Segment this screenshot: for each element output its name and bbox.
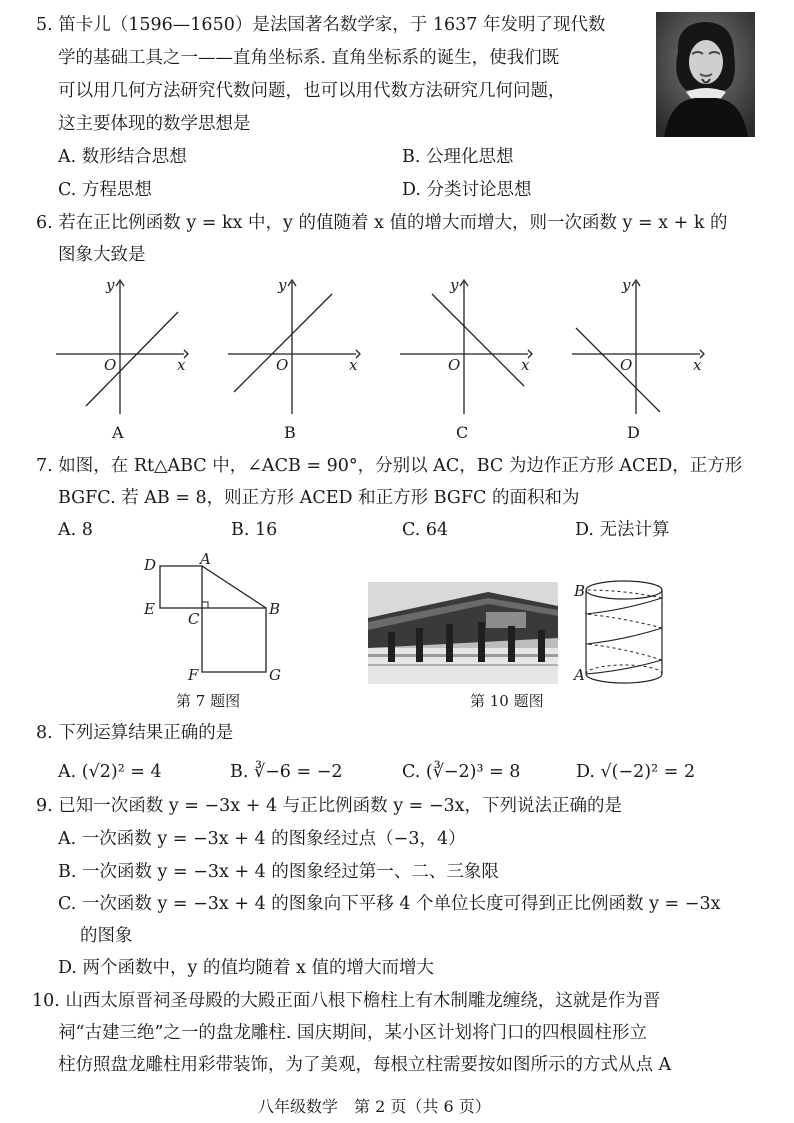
cylinder-point-b: B [574,582,586,600]
q9-option-b: B. 一次函数 y = −3x + 4 的图象经过第一、二、三象限 [58,862,499,882]
q9-stem: 9. 已知一次函数 y = −3x + 4 与正比例函数 y = −3x，下列说法正确的是 [36,796,623,816]
q10-line-2: 祠“古建三绝”之一的盘龙雕柱. 国庆期间，某小区计划将门口的四根圆柱形立 [58,1023,648,1043]
q6-line-1: 6. 若在正比例函数 y = kx 中，y 的值随着 x 值的增大而增大，则一次函数 y = x + k 的 [36,213,728,233]
q9-option-a: A. 一次函数 y = −3x + 4 的图象经过点（−3，4） [58,829,466,849]
q7-point-e: E [144,600,155,618]
graph-b-label: B [284,423,296,442]
q7-point-a: A [200,552,211,568]
q7-point-d: D [144,556,157,574]
q7-option-b: B. 16 [231,520,278,540]
graph-d-x-label: x [693,356,702,374]
q8-option-c: C. (∛−2)³ = 8 [402,762,521,782]
graph-c-label: C [456,423,469,442]
q7-line-2: BGFC. 若 AB = 8，则正方形 ACED 和正方形 BGFC 的面积和为 [58,488,580,508]
q10-line-3: 柱仿照盘龙雕柱用彩带装饰，为了美观，每根立柱需要按如图所示的方式从点 A [58,1055,672,1075]
q9-option-c-cont: 的图象 [80,926,133,946]
q7-caption: 第 7 题图 [176,692,241,710]
graph-c [396,276,536,416]
graph-c-origin: O [448,356,461,374]
graph-c-y-label: y [450,276,459,294]
q7-option-c: C. 64 [402,520,449,540]
graph-d-label: D [627,423,640,442]
q9-option-c: C. 一次函数 y = −3x + 4 的图象向下平移 4 个单位长度可得到正比例函数 y = −3x [58,894,721,914]
q5-line-4: 这主要体现的数学思想是 [58,114,251,134]
q8-option-d: D. √(−2)² = 2 [576,762,696,782]
q5-line-2: 学的基础工具之一——直角坐标系. 直角坐标系的诞生，使我们既 [58,48,560,68]
q10-line-1: 10. 山西太原晋祠圣母殿的大殿正面八根下檐柱上有木制雕龙缠绕，这就是作为晋 [32,991,661,1011]
q7-figure [138,552,288,684]
q7-point-b: B [269,600,281,618]
graph-d-origin: O [620,356,633,374]
graph-d [568,276,708,416]
q5-option-a: A. 数形结合思想 [58,147,187,167]
q5-option-c: C. 方程思想 [58,180,152,200]
q5-line-1: 5. 笛卡儿（1596—1650）是法国著名数学家，于 1637 年发明了现代数 [36,15,606,35]
descartes-portrait [656,12,755,137]
graph-a-x-label: x [177,356,186,374]
graph-b-x-label: x [349,356,358,374]
cylinder-figure [572,576,668,686]
q8-stem: 8. 下列运算结果正确的是 [36,723,234,743]
graph-a-label: A [112,423,124,442]
graph-b [224,276,364,416]
graph-a [52,276,192,416]
q8-option-b: B. ∛−6 = −2 [230,762,343,782]
q8-option-a: A. (√2)² = 4 [58,762,162,782]
graph-b-y-label: y [278,276,287,294]
graph-d-y-label: y [622,276,631,294]
q7-option-d: D. 无法计算 [575,520,670,540]
q7-point-c: C [188,610,200,628]
q9-option-d: D. 两个函数中，y 的值均随着 x 值的增大而增大 [58,958,434,978]
q7-point-f: F [188,666,199,684]
q5-option-d: D. 分类讨论思想 [402,180,532,200]
temple-photo [368,582,558,684]
page-footer: 八年级数学 第 2 页（共 6 页） [258,1097,491,1116]
q10-caption: 第 10 题图 [470,692,544,710]
q7-point-g: G [269,666,281,684]
q6-line-2: 图象大致是 [58,245,146,265]
q5-line-3: 可以用几何方法研究代数问题，也可以用代数方法研究几何问题， [58,81,566,101]
cylinder-point-a: A [574,666,585,684]
q5-option-b: B. 公理化思想 [402,147,514,167]
graph-b-origin: O [276,356,289,374]
q7-line-1: 7. 如图，在 Rt△ABC 中，∠ACB = 90°，分别以 AC，BC 为边作正方形 ACED，正方形 [36,456,743,476]
graph-a-origin: O [104,356,117,374]
graph-a-y-label: y [106,276,115,294]
q7-option-a: A. 8 [58,520,93,540]
graph-c-x-label: x [521,356,530,374]
